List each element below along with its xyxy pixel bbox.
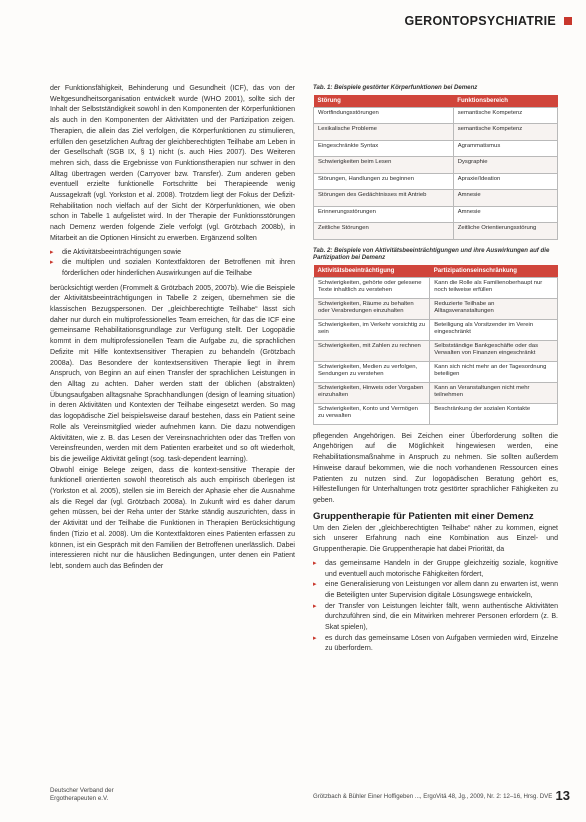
table-row (314, 382, 558, 403)
table-cell: semantische Kompetenz (453, 124, 557, 141)
page-number: 13 (555, 788, 570, 803)
table-cell: semantische Kompetenz (453, 107, 557, 124)
left-bullet-item: ▸ die multiplen und sozialen Kontextfaktoren der Betroffenen mit ihren förderlichen oder hinderlichen Auswirkungen auf die Teilhabe (50, 258, 295, 279)
table-row (314, 173, 558, 190)
table-1-header: Funktionsbereich (453, 95, 557, 108)
table-row (314, 107, 558, 124)
table-cell: Kann die Rolle als Familienoberhaupt nur noch teilweise erfüllen (430, 277, 558, 298)
table-cell: Schwierigkeiten, Medien zu verfolgen, Sendungen zu verstehen (314, 361, 430, 382)
table-cell: Kann sich nicht mehr an der Tagesordnung beteiligen (430, 361, 558, 382)
section-title: GERONTOPSYCHIATRIE (404, 14, 556, 28)
left-paragraph-3: Obwohl einige Belege zeigen, dass die kontext-sensitive Therapie der funktionell orientierten sowohl theoretisch als auch empirisch überlegen ist (Yorkston et al. 2005), stellen sie im Bereich der Aphasie eher die Ausnahme als die Regel dar (vgl. Grötzbach 2008a). In Zukunft wird es daher darum gehen müssen, bei der Reha unter der Stärke ständig auszurichten, dass in der Aktivität und der Teilhabe die Funktionen in Therapien Berücksichtigung finden (Tizio et al. 2008). Um die Kontextfaktoren eines Patienten erfassen zu können, ist ein Gespräch mit den Familien der Betroffenen unerlässlich. Dabei interessieren nicht nur die häuslichen Bedingungen, unter denen ein Patient lebt, sondern auch das Befinden der (50, 466, 295, 570)
table-cell: Wortfindungsstörungen (314, 107, 454, 124)
table-cell: Störungen, Handlungen zu beginnen (314, 173, 454, 190)
table-cell: Beschränkung der sozialen Kontakte (430, 403, 558, 424)
left-bullet-item: ▸ die Aktivitätsbeeinträchtigungen sowie (50, 248, 295, 259)
table-cell: Reduzierte Teilhabe an Alltagsveranstaltungen (430, 298, 558, 319)
table-cell: Apraxie/Ideation (453, 173, 557, 190)
right-column (313, 84, 558, 659)
table-cell: Amnesie (453, 206, 557, 223)
table-cell: Störungen des Gedächtnisses mit Antrieb (314, 190, 454, 207)
table-cell: Beteiligung als Vorsitzender im Verein eingeschränkt (430, 319, 558, 340)
table-row (314, 340, 558, 361)
section-heading: Gruppentherapie für Patienten mit einer Demenz (313, 510, 534, 522)
table-row (314, 223, 558, 240)
table-cell: Eingeschränkte Syntax (314, 140, 454, 157)
table-1-caption: Tab. 1: Beispiele gestörter Körperfunktionen bei Demenz (313, 84, 478, 91)
table-cell: Lexikalische Probleme (314, 124, 454, 141)
table-row (314, 206, 558, 223)
table-cell: Dysgraphie (453, 157, 557, 174)
table-cell: Schwierigkeiten, im Verkehr vorsichtig zu sein (314, 319, 430, 340)
table-cell: Schwierigkeiten, Räume zu behalten oder Verabredungen einzuhalten (314, 298, 430, 319)
table-row (314, 298, 558, 319)
table-cell: Schwierigkeiten, Konto und Vermögen zu verwalten (314, 403, 430, 424)
section-marker-square (564, 17, 572, 25)
table-row (314, 157, 558, 174)
table-cell: Erinnerungsstörungen (314, 206, 454, 223)
table-1 (313, 95, 558, 240)
publisher-line: Deutscher Verband der (50, 787, 114, 794)
table-cell: Amnesie (453, 190, 557, 207)
table-cell: Schwierigkeiten, gehörte oder gelesene Texte inhaltlich zu verstehen (314, 277, 430, 298)
left-column (50, 84, 295, 573)
table-row (314, 403, 558, 424)
page-header (405, 14, 572, 28)
table-cell: Agrammatismus (453, 140, 557, 157)
table-row (314, 277, 558, 298)
table-row (314, 319, 558, 340)
left-paragraph-2: berücksichtigt werden (Frommelt & Grötzbach 2005, 2007b). Wie die Beispiele der Aktivitätsbeeinträchtigungen in Tabelle 2 zeigen, übernehmen sie die klassischen Bezugspersonen. Der „gleichberechtigte Teilhabe“ lässt sich daher nur durch ein multiprofessionelles Team erreichen, für das die ICF eine gemeinsame Rehabilitationsgrundlage zur Verfügung stellt. Der Logopädie kommt in dem multiprofessionellen Team die Aufgabe zu, die sprachlichen Defizite mit Hilfe kontextsensitiver Therapien zu behandeln (Grötzbach 2008a). Das Besondere der kontextsensitiven Therapie liegt in ihrem Anspruch, von Beginn an auf einen Transfer der sprachlichen Leistungen in den Alltag zu achten. Daher werden statt der üblichen (abstrakten) Übungsaufgaben alltagsnahe Sprachhandlungen (design of learning situation) in deren Aktivitäten und Kontexten der Teilhabe eingesetzt werden. So mag das logopädische Ziel beispielsweise darauf bestehen, dass ein Patient seine Rolle als Vereinsmitglied wieder aufnehmen kann. Die dazu notwendigen Aktivitäten, wie z. B. das Lesen der Vereinsnachrichten oder das Treffen von Vereinsfreunden, werden mit dem Patienten erarbeitet und so oft wiederholt, bis die jeweilige Aktivität gelingt (sog. task-dependent learning). (50, 284, 295, 463)
right-bullet-item: ▸ eine Generalisierung von Leistungen vor allem dann zu erwarten ist, wenn die Beteiligten unter Supervision digitale Lösungswege entwickeln, (313, 580, 558, 601)
table-cell: Schwierigkeiten beim Lesen (314, 157, 454, 174)
left-bullet-list (50, 248, 295, 280)
table-row (314, 361, 558, 382)
table-1-header: Störung (314, 95, 454, 108)
right-paragraph-1: pflegenden Angehörigen. Bei Zeichen einer Überforderung sollten die Angehörigen auf die Möglichkeit hingewiesen werden, eine Rehabilitationsmaßnahme in Anspruch zu nehmen. Sie sollten außerdem Hinweise darauf bekommen, wie die noch vorhandenen Ressourcen eines Patienten zu nutzen sind. Zur logopädischen Beratung gehört es, Hilfestellungen für Unterhaltungen trotz gestörter sprachlicher Fähigkeiten zu geben. (313, 432, 558, 504)
table-2-caption: Tab. 2: Beispiele von Aktivitätsbeeinträchtigungen und ihre Auswirkungen auf die Partizipation bei Demenz (313, 246, 550, 262)
table-row (314, 124, 558, 141)
left-paragraph-1: der Funktionsfähigkeit, Behinderung und Gesundheit (ICF), das von der Weltgesundheitsorganisation entwickelt wurde (WHO 2001), sollte sich der Inhalt der Selbstständigkeit sowohl in den Komponenten der Körperfunktionen als auch in den Komponenten der Aktivitäten und der Partizipation zeigen. Therapien, die allein das Ziel verfolgen, die Körperfunktionen zu stimulieren, erfüllen den gesetzlichen Auftrag der gleichberechtigten Teilhabe am Leben in der Gesellschaft (SGB IX, § 1) nicht (s. auch Hies 2007). Des Weiteren mehren sich, dass die Ergebnisse von Funktionstherapien nur schwer in den Alltag übertragen werden (Carryover bzw. Transfer). Zum anderen geben eventuell erzielte funktionelle Fortschritte bei Therapieende wenig Aussagekraft (vgl. Yorkston et al. 2008). Trotzdem liegt der Fokus der Defizit-Rehabilitation noch vielfach auf der Sicht der Körperfunktionen, wie oben schon in Tabelle 1 aufgelistet wird. In der Therapie der Funktionsstörungen nach Demenz werden folgende Ziele verfolgt (vgl. Grötzbach 2008b), in Mitarbeit an die Optionen Hinsicht zu erwerben. Ergänzend sollten (50, 85, 295, 242)
table-2 (313, 265, 558, 425)
table-cell: Zeitliche Orientierungsstörung (453, 223, 557, 240)
right-bullet-item: ▸ der Transfer von Leistungen leichter fällt, wenn authentische Aktivitäten durchzuführen sind, die ein Mitwirken mehrerer Personen erfordern (z. B. Skat spielen), (313, 602, 558, 634)
right-bullet-item: ▸ das gemeinsame Handeln in der Gruppe gleichzeitig soziale, kognitive und eventuell auch motorische Fähigkeiten fördert, (313, 559, 558, 580)
right-bullet-item: ▸ es durch das gemeinsame Lösen von Aufgaben vermieden wird, Einzelne zu überfordern. (313, 634, 558, 655)
publisher-credit (50, 787, 114, 802)
publisher-line: Ergotherapeuten e.V. (50, 794, 109, 802)
table-cell: Selbstständige Bankgeschäfte oder das Verwalten von Finanzen eingeschränkt (430, 340, 558, 361)
table-2-header: Aktivitätsbeeinträchtigung (314, 265, 430, 278)
table-cell: Schwierigkeiten, mit Zahlen zu rechnen (314, 340, 430, 361)
right-bullet-list (313, 559, 558, 655)
footer-citation: Grötzbach & Bühler Einer Hoffigeben ..., ErgoVitä 48, Jg., 2009, Nr. 2: 12–16, Hrsg. DVE (313, 793, 553, 800)
table-row (314, 190, 558, 207)
table-cell: Zeitliche Störungen (314, 223, 454, 240)
table-2-header: Partizipationseinschränkung (430, 265, 558, 278)
table-cell: Schwierigkeiten, Hinweis oder Vorgaben einzuhalten (314, 382, 430, 403)
table-cell: Kann an Veranstaltungen nicht mehr teilnehmen (430, 382, 558, 403)
table-row (314, 140, 558, 157)
right-paragraph-2: Um den Zielen der „gleichberechtigten Teilhabe“ näher zu kommen, eignet sich unserer Erfahrung nach eine Kombination aus Einzel- und Gruppentherapie. Die Gruppentherapie hat dabei Priorität, da (313, 524, 558, 554)
